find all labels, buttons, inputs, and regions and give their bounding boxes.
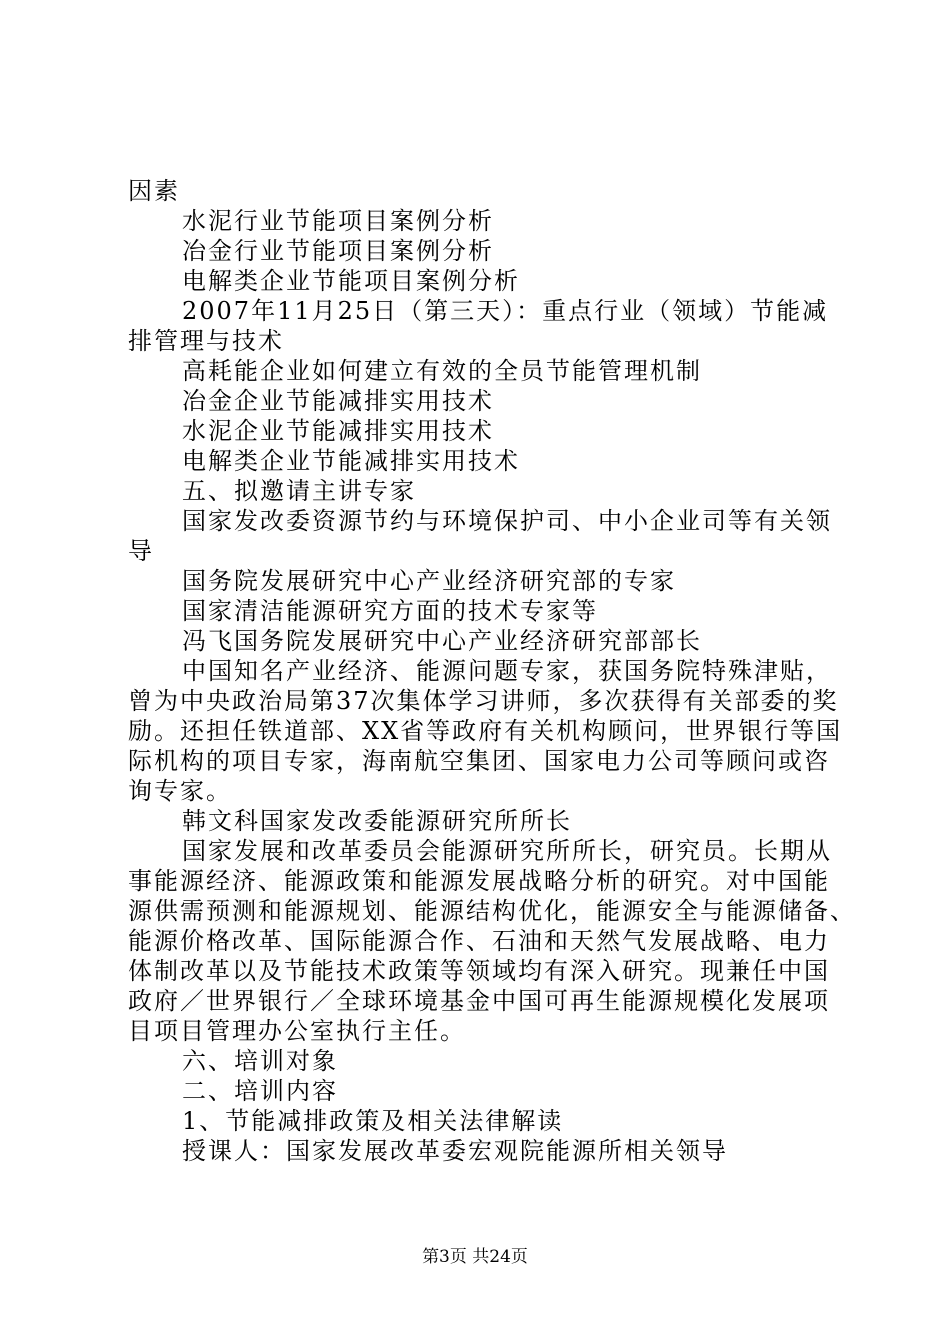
text-line: 源供需预测和能源规划、能源结构优化，能源安全与能源储备、 xyxy=(128,897,856,925)
expert-name-line: 韩文科国家发改委能源研究所所长 xyxy=(182,807,572,835)
section-heading: 五、拟邀请主讲专家 xyxy=(182,477,416,505)
text-line: 水泥行业节能项目案例分析 xyxy=(182,207,494,235)
text-line: 电解类企业节能减排实用技术 xyxy=(182,447,520,475)
text-line: 目项目管理办公室执行主任。 xyxy=(128,1017,466,1045)
text-line: 事能源经济、能源政策和能源发展战略分析的研究。对中国能 xyxy=(128,867,830,895)
text-line: 询专家。 xyxy=(128,777,232,805)
text-line: 因素 xyxy=(128,177,180,205)
text-line: 2007年11月25日（第三天）：重点行业（领域）节能减 xyxy=(182,297,829,325)
text-line: 际机构的项目专家，海南航空集团、国家电力公司等顾问或咨 xyxy=(128,747,830,775)
text-line: 能源价格改革、国际能源合作、石油和天然气发展战略、电力 xyxy=(128,927,830,955)
text-line: 导 xyxy=(128,537,154,565)
text-line: 国家发展和改革委员会能源研究所所长，研究员。长期从 xyxy=(182,837,832,865)
text-line: 励。还担任铁道部、XX省等政府有关机构顾问，世界银行等国 xyxy=(128,717,843,745)
text-line: 体制改革以及节能技术政策等领域均有深入研究。现兼任中国 xyxy=(128,957,830,985)
document-body xyxy=(128,176,856,1166)
text-line: 曾为中央政治局第37次集体学习讲师，多次获得有关部委的奖 xyxy=(128,687,839,715)
section-heading: 二、培训内容 xyxy=(182,1077,338,1105)
text-line: 1、节能减排政策及相关法律解读 xyxy=(182,1107,564,1135)
text-line: 政府／世界银行／全球环境基金中国可再生能源规模化发展项 xyxy=(128,987,830,1015)
text-line: 水泥企业节能减排实用技术 xyxy=(182,417,494,445)
page-footer: 第3页 共24页 xyxy=(422,1247,528,1267)
section-heading: 六、培训对象 xyxy=(182,1047,338,1075)
text-line: 电解类企业节能项目案例分析 xyxy=(182,267,520,295)
text-line: 国家清洁能源研究方面的技术专家等 xyxy=(182,597,598,625)
text-line: 排管理与技术 xyxy=(128,327,284,355)
text-line: 国务院发展研究中心产业经济研究部的专家 xyxy=(182,567,676,595)
text-line: 冶金行业节能项目案例分析 xyxy=(182,237,494,265)
text-line: 授课人：国家发展改革委宏观院能源所相关领导 xyxy=(182,1137,728,1165)
text-line: 高耗能企业如何建立有效的全员节能管理机制 xyxy=(182,357,702,385)
expert-name-line: 冯飞国务院发展研究中心产业经济研究部部长 xyxy=(182,627,702,655)
text-line: 中国知名产业经济、能源问题专家，获国务院特殊津贴， xyxy=(182,657,832,685)
text-line: 国家发改委资源节约与环境保护司、中小企业司等有关领 xyxy=(182,507,832,535)
text-line: 冶金企业节能减排实用技术 xyxy=(182,387,494,415)
